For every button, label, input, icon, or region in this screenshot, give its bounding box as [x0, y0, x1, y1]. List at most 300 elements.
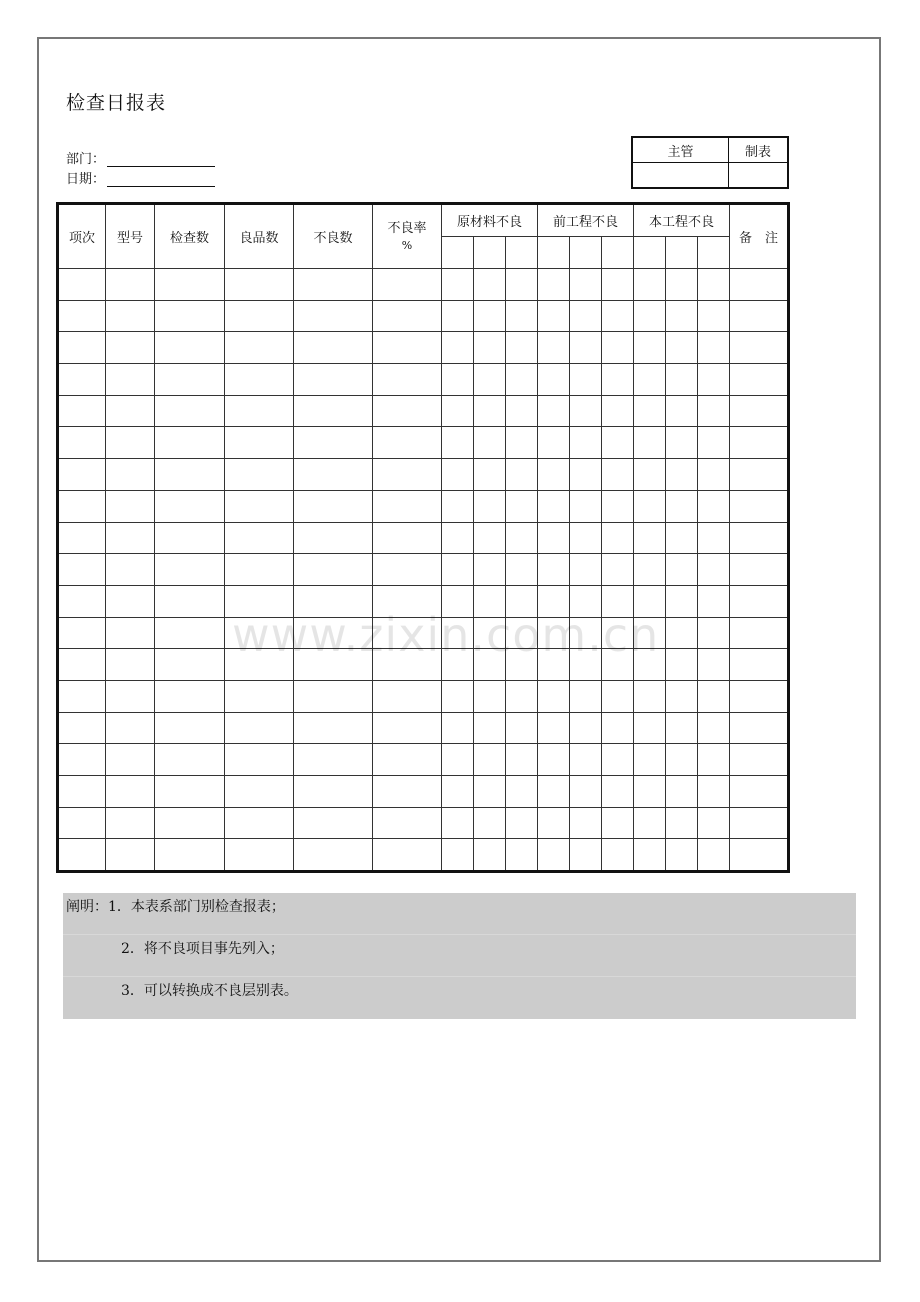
model-cell[interactable] — [106, 839, 155, 872]
good-qty-cell[interactable] — [225, 776, 294, 808]
current-process-3-cell[interactable] — [698, 649, 730, 681]
raw-material-2-cell[interactable] — [474, 744, 506, 776]
model-cell[interactable] — [106, 554, 155, 586]
defect-rate-cell[interactable] — [373, 776, 442, 808]
good-qty-cell[interactable] — [225, 269, 294, 301]
defect-subcategory-header[interactable] — [442, 237, 474, 269]
good-qty-cell[interactable] — [225, 427, 294, 459]
previous-process-1-cell[interactable] — [538, 522, 570, 554]
previous-process-1-cell[interactable] — [538, 395, 570, 427]
current-process-2-cell[interactable] — [666, 300, 698, 332]
raw-material-3-cell[interactable] — [506, 300, 538, 332]
item-no-cell[interactable] — [58, 300, 106, 332]
model-cell[interactable] — [106, 269, 155, 301]
current-process-2-cell[interactable] — [666, 554, 698, 586]
previous-process-1-cell[interactable] — [538, 585, 570, 617]
defect-subcategory-header[interactable] — [698, 237, 730, 269]
department-blank[interactable] — [107, 152, 215, 167]
current-process-3-cell[interactable] — [698, 744, 730, 776]
defect-qty-cell[interactable] — [294, 332, 373, 364]
remarks-cell[interactable] — [730, 395, 789, 427]
supervisor-signature-cell[interactable] — [632, 163, 729, 189]
defect-rate-cell[interactable] — [373, 712, 442, 744]
good-qty-cell[interactable] — [225, 395, 294, 427]
model-cell[interactable] — [106, 744, 155, 776]
inspected-qty-cell[interactable] — [155, 585, 225, 617]
previous-process-2-cell[interactable] — [570, 807, 602, 839]
raw-material-2-cell[interactable] — [474, 332, 506, 364]
defect-rate-cell[interactable] — [373, 649, 442, 681]
previous-process-2-cell[interactable] — [570, 427, 602, 459]
defect-rate-cell[interactable] — [373, 522, 442, 554]
item-no-cell[interactable] — [58, 554, 106, 586]
raw-material-3-cell[interactable] — [506, 585, 538, 617]
model-cell[interactable] — [106, 807, 155, 839]
defect-qty-cell[interactable] — [294, 395, 373, 427]
previous-process-2-cell[interactable] — [570, 585, 602, 617]
previous-process-3-cell[interactable] — [602, 585, 634, 617]
current-process-2-cell[interactable] — [666, 332, 698, 364]
remarks-cell[interactable] — [730, 744, 789, 776]
good-qty-cell[interactable] — [225, 839, 294, 872]
inspected-qty-cell[interactable] — [155, 490, 225, 522]
defect-qty-cell[interactable] — [294, 649, 373, 681]
previous-process-3-cell[interactable] — [602, 839, 634, 872]
good-qty-cell[interactable] — [225, 554, 294, 586]
raw-material-2-cell[interactable] — [474, 617, 506, 649]
defect-qty-cell[interactable] — [294, 839, 373, 872]
defect-rate-cell[interactable] — [373, 459, 442, 491]
current-process-2-cell[interactable] — [666, 269, 698, 301]
raw-material-1-cell[interactable] — [442, 744, 474, 776]
current-process-3-cell[interactable] — [698, 269, 730, 301]
current-process-2-cell[interactable] — [666, 839, 698, 872]
raw-material-1-cell[interactable] — [442, 554, 474, 586]
previous-process-3-cell[interactable] — [602, 395, 634, 427]
model-cell[interactable] — [106, 300, 155, 332]
good-qty-cell[interactable] — [225, 585, 294, 617]
previous-process-3-cell[interactable] — [602, 776, 634, 808]
raw-material-2-cell[interactable] — [474, 364, 506, 396]
raw-material-1-cell[interactable] — [442, 269, 474, 301]
defect-qty-cell[interactable] — [294, 680, 373, 712]
raw-material-2-cell[interactable] — [474, 459, 506, 491]
inspected-qty-cell[interactable] — [155, 776, 225, 808]
model-cell[interactable] — [106, 490, 155, 522]
current-process-3-cell[interactable] — [698, 554, 730, 586]
current-process-2-cell[interactable] — [666, 427, 698, 459]
good-qty-cell[interactable] — [225, 712, 294, 744]
current-process-1-cell[interactable] — [634, 712, 666, 744]
previous-process-1-cell[interactable] — [538, 427, 570, 459]
remarks-cell[interactable] — [730, 364, 789, 396]
raw-material-3-cell[interactable] — [506, 839, 538, 872]
current-process-3-cell[interactable] — [698, 807, 730, 839]
model-cell[interactable] — [106, 776, 155, 808]
good-qty-cell[interactable] — [225, 680, 294, 712]
defect-qty-cell[interactable] — [294, 427, 373, 459]
previous-process-3-cell[interactable] — [602, 807, 634, 839]
previous-process-2-cell[interactable] — [570, 617, 602, 649]
inspected-qty-cell[interactable] — [155, 395, 225, 427]
previous-process-1-cell[interactable] — [538, 649, 570, 681]
item-no-cell[interactable] — [58, 712, 106, 744]
raw-material-2-cell[interactable] — [474, 585, 506, 617]
previous-process-2-cell[interactable] — [570, 300, 602, 332]
previous-process-2-cell[interactable] — [570, 522, 602, 554]
raw-material-2-cell[interactable] — [474, 680, 506, 712]
good-qty-cell[interactable] — [225, 744, 294, 776]
current-process-3-cell[interactable] — [698, 459, 730, 491]
raw-material-3-cell[interactable] — [506, 680, 538, 712]
raw-material-3-cell[interactable] — [506, 490, 538, 522]
raw-material-1-cell[interactable] — [442, 300, 474, 332]
current-process-2-cell[interactable] — [666, 617, 698, 649]
date-blank[interactable] — [107, 172, 215, 187]
good-qty-cell[interactable] — [225, 522, 294, 554]
defect-qty-cell[interactable] — [294, 554, 373, 586]
inspected-qty-cell[interactable] — [155, 459, 225, 491]
raw-material-2-cell[interactable] — [474, 395, 506, 427]
current-process-1-cell[interactable] — [634, 649, 666, 681]
previous-process-3-cell[interactable] — [602, 459, 634, 491]
remarks-cell[interactable] — [730, 839, 789, 872]
previous-process-2-cell[interactable] — [570, 395, 602, 427]
previous-process-3-cell[interactable] — [602, 680, 634, 712]
current-process-1-cell[interactable] — [634, 807, 666, 839]
raw-material-1-cell[interactable] — [442, 776, 474, 808]
inspected-qty-cell[interactable] — [155, 744, 225, 776]
remarks-cell[interactable] — [730, 332, 789, 364]
item-no-cell[interactable] — [58, 459, 106, 491]
previous-process-1-cell[interactable] — [538, 712, 570, 744]
remarks-cell[interactable] — [730, 300, 789, 332]
item-no-cell[interactable] — [58, 364, 106, 396]
inspected-qty-cell[interactable] — [155, 300, 225, 332]
defect-qty-cell[interactable] — [294, 744, 373, 776]
defect-rate-cell[interactable] — [373, 395, 442, 427]
previous-process-2-cell[interactable] — [570, 269, 602, 301]
model-cell[interactable] — [106, 395, 155, 427]
remarks-cell[interactable] — [730, 554, 789, 586]
defect-qty-cell[interactable] — [294, 522, 373, 554]
previous-process-2-cell[interactable] — [570, 459, 602, 491]
current-process-2-cell[interactable] — [666, 744, 698, 776]
current-process-3-cell[interactable] — [698, 776, 730, 808]
item-no-cell[interactable] — [58, 617, 106, 649]
defect-rate-cell[interactable] — [373, 300, 442, 332]
previous-process-3-cell[interactable] — [602, 744, 634, 776]
defect-qty-cell[interactable] — [294, 459, 373, 491]
current-process-1-cell[interactable] — [634, 427, 666, 459]
defect-subcategory-header[interactable] — [570, 237, 602, 269]
previous-process-3-cell[interactable] — [602, 649, 634, 681]
raw-material-1-cell[interactable] — [442, 364, 474, 396]
previous-process-2-cell[interactable] — [570, 554, 602, 586]
raw-material-1-cell[interactable] — [442, 522, 474, 554]
item-no-cell[interactable] — [58, 839, 106, 872]
good-qty-cell[interactable] — [225, 490, 294, 522]
defect-subcategory-header[interactable] — [602, 237, 634, 269]
raw-material-3-cell[interactable] — [506, 744, 538, 776]
remarks-cell[interactable] — [730, 617, 789, 649]
model-cell[interactable] — [106, 712, 155, 744]
current-process-3-cell[interactable] — [698, 364, 730, 396]
raw-material-2-cell[interactable] — [474, 522, 506, 554]
remarks-cell[interactable] — [730, 490, 789, 522]
raw-material-3-cell[interactable] — [506, 649, 538, 681]
raw-material-3-cell[interactable] — [506, 269, 538, 301]
defect-rate-cell[interactable] — [373, 744, 442, 776]
defect-rate-cell[interactable] — [373, 617, 442, 649]
previous-process-1-cell[interactable] — [538, 364, 570, 396]
remarks-cell[interactable] — [730, 427, 789, 459]
model-cell[interactable] — [106, 680, 155, 712]
inspected-qty-cell[interactable] — [155, 649, 225, 681]
remarks-cell[interactable] — [730, 585, 789, 617]
inspected-qty-cell[interactable] — [155, 617, 225, 649]
current-process-3-cell[interactable] — [698, 839, 730, 872]
inspected-qty-cell[interactable] — [155, 554, 225, 586]
current-process-3-cell[interactable] — [698, 332, 730, 364]
raw-material-1-cell[interactable] — [442, 459, 474, 491]
defect-rate-cell[interactable] — [373, 364, 442, 396]
model-cell[interactable] — [106, 585, 155, 617]
current-process-1-cell[interactable] — [634, 522, 666, 554]
current-process-1-cell[interactable] — [634, 617, 666, 649]
inspected-qty-cell[interactable] — [155, 712, 225, 744]
raw-material-3-cell[interactable] — [506, 554, 538, 586]
raw-material-1-cell[interactable] — [442, 712, 474, 744]
raw-material-3-cell[interactable] — [506, 617, 538, 649]
inspected-qty-cell[interactable] — [155, 427, 225, 459]
item-no-cell[interactable] — [58, 269, 106, 301]
good-qty-cell[interactable] — [225, 617, 294, 649]
current-process-1-cell[interactable] — [634, 744, 666, 776]
model-cell[interactable] — [106, 617, 155, 649]
defect-qty-cell[interactable] — [294, 807, 373, 839]
item-no-cell[interactable] — [58, 807, 106, 839]
previous-process-3-cell[interactable] — [602, 332, 634, 364]
defect-subcategory-header[interactable] — [506, 237, 538, 269]
defect-qty-cell[interactable] — [294, 712, 373, 744]
previous-process-2-cell[interactable] — [570, 839, 602, 872]
current-process-2-cell[interactable] — [666, 459, 698, 491]
previous-process-1-cell[interactable] — [538, 490, 570, 522]
current-process-1-cell[interactable] — [634, 680, 666, 712]
current-process-1-cell[interactable] — [634, 364, 666, 396]
previous-process-3-cell[interactable] — [602, 554, 634, 586]
previous-process-1-cell[interactable] — [538, 300, 570, 332]
previous-process-1-cell[interactable] — [538, 744, 570, 776]
raw-material-3-cell[interactable] — [506, 364, 538, 396]
defect-rate-cell[interactable] — [373, 554, 442, 586]
item-no-cell[interactable] — [58, 490, 106, 522]
remarks-cell[interactable] — [730, 807, 789, 839]
remarks-cell[interactable] — [730, 459, 789, 491]
current-process-1-cell[interactable] — [634, 269, 666, 301]
current-process-2-cell[interactable] — [666, 522, 698, 554]
previous-process-1-cell[interactable] — [538, 839, 570, 872]
raw-material-2-cell[interactable] — [474, 807, 506, 839]
inspected-qty-cell[interactable] — [155, 807, 225, 839]
item-no-cell[interactable] — [58, 776, 106, 808]
raw-material-1-cell[interactable] — [442, 490, 474, 522]
current-process-3-cell[interactable] — [698, 617, 730, 649]
remarks-cell[interactable] — [730, 776, 789, 808]
current-process-3-cell[interactable] — [698, 712, 730, 744]
defect-qty-cell[interactable] — [294, 617, 373, 649]
item-no-cell[interactable] — [58, 680, 106, 712]
model-cell[interactable] — [106, 459, 155, 491]
previous-process-3-cell[interactable] — [602, 427, 634, 459]
model-cell[interactable] — [106, 364, 155, 396]
current-process-2-cell[interactable] — [666, 395, 698, 427]
previous-process-3-cell[interactable] — [602, 364, 634, 396]
defect-subcategory-header[interactable] — [634, 237, 666, 269]
previous-process-2-cell[interactable] — [570, 776, 602, 808]
defect-qty-cell[interactable] — [294, 776, 373, 808]
current-process-3-cell[interactable] — [698, 585, 730, 617]
inspected-qty-cell[interactable] — [155, 839, 225, 872]
raw-material-2-cell[interactable] — [474, 554, 506, 586]
current-process-1-cell[interactable] — [634, 459, 666, 491]
previous-process-2-cell[interactable] — [570, 649, 602, 681]
inspected-qty-cell[interactable] — [155, 522, 225, 554]
remarks-cell[interactable] — [730, 680, 789, 712]
previous-process-1-cell[interactable] — [538, 776, 570, 808]
raw-material-1-cell[interactable] — [442, 585, 474, 617]
defect-rate-cell[interactable] — [373, 490, 442, 522]
current-process-2-cell[interactable] — [666, 712, 698, 744]
item-no-cell[interactable] — [58, 332, 106, 364]
current-process-1-cell[interactable] — [634, 585, 666, 617]
raw-material-3-cell[interactable] — [506, 427, 538, 459]
current-process-2-cell[interactable] — [666, 364, 698, 396]
previous-process-3-cell[interactable] — [602, 490, 634, 522]
raw-material-1-cell[interactable] — [442, 649, 474, 681]
raw-material-3-cell[interactable] — [506, 776, 538, 808]
raw-material-1-cell[interactable] — [442, 839, 474, 872]
raw-material-3-cell[interactable] — [506, 332, 538, 364]
raw-material-3-cell[interactable] — [506, 395, 538, 427]
raw-material-2-cell[interactable] — [474, 490, 506, 522]
inspected-qty-cell[interactable] — [155, 680, 225, 712]
defect-rate-cell[interactable] — [373, 839, 442, 872]
item-no-cell[interactable] — [58, 395, 106, 427]
current-process-3-cell[interactable] — [698, 680, 730, 712]
previous-process-1-cell[interactable] — [538, 680, 570, 712]
previous-process-2-cell[interactable] — [570, 332, 602, 364]
defect-subcategory-header[interactable] — [666, 237, 698, 269]
previous-process-2-cell[interactable] — [570, 680, 602, 712]
previous-process-1-cell[interactable] — [538, 807, 570, 839]
good-qty-cell[interactable] — [225, 649, 294, 681]
current-process-3-cell[interactable] — [698, 490, 730, 522]
current-process-2-cell[interactable] — [666, 776, 698, 808]
previous-process-3-cell[interactable] — [602, 712, 634, 744]
raw-material-2-cell[interactable] — [474, 776, 506, 808]
current-process-2-cell[interactable] — [666, 490, 698, 522]
defect-rate-cell[interactable] — [373, 427, 442, 459]
defect-qty-cell[interactable] — [294, 269, 373, 301]
defect-qty-cell[interactable] — [294, 300, 373, 332]
current-process-2-cell[interactable] — [666, 680, 698, 712]
defect-rate-cell[interactable] — [373, 332, 442, 364]
remarks-cell[interactable] — [730, 522, 789, 554]
item-no-cell[interactable] — [58, 522, 106, 554]
raw-material-3-cell[interactable] — [506, 522, 538, 554]
current-process-3-cell[interactable] — [698, 427, 730, 459]
remarks-cell[interactable] — [730, 649, 789, 681]
raw-material-1-cell[interactable] — [442, 395, 474, 427]
remarks-cell[interactable] — [730, 712, 789, 744]
item-no-cell[interactable] — [58, 649, 106, 681]
previous-process-2-cell[interactable] — [570, 364, 602, 396]
previous-process-1-cell[interactable] — [538, 332, 570, 364]
previous-process-2-cell[interactable] — [570, 490, 602, 522]
current-process-2-cell[interactable] — [666, 807, 698, 839]
model-cell[interactable] — [106, 332, 155, 364]
previous-process-3-cell[interactable] — [602, 300, 634, 332]
current-process-2-cell[interactable] — [666, 649, 698, 681]
raw-material-2-cell[interactable] — [474, 712, 506, 744]
raw-material-3-cell[interactable] — [506, 712, 538, 744]
previous-process-1-cell[interactable] — [538, 617, 570, 649]
defect-qty-cell[interactable] — [294, 585, 373, 617]
previous-process-3-cell[interactable] — [602, 617, 634, 649]
inspected-qty-cell[interactable] — [155, 269, 225, 301]
item-no-cell[interactable] — [58, 585, 106, 617]
current-process-3-cell[interactable] — [698, 522, 730, 554]
raw-material-2-cell[interactable] — [474, 269, 506, 301]
raw-material-2-cell[interactable] — [474, 427, 506, 459]
raw-material-2-cell[interactable] — [474, 839, 506, 872]
previous-process-3-cell[interactable] — [602, 269, 634, 301]
defect-qty-cell[interactable] — [294, 490, 373, 522]
defect-qty-cell[interactable] — [294, 364, 373, 396]
current-process-1-cell[interactable] — [634, 554, 666, 586]
good-qty-cell[interactable] — [225, 807, 294, 839]
defect-rate-cell[interactable] — [373, 585, 442, 617]
previous-process-1-cell[interactable] — [538, 554, 570, 586]
model-cell[interactable] — [106, 427, 155, 459]
raw-material-1-cell[interactable] — [442, 332, 474, 364]
current-process-3-cell[interactable] — [698, 300, 730, 332]
defect-rate-cell[interactable] — [373, 807, 442, 839]
good-qty-cell[interactable] — [225, 364, 294, 396]
prepared-by-signature-cell[interactable] — [729, 163, 789, 189]
previous-process-1-cell[interactable] — [538, 459, 570, 491]
good-qty-cell[interactable] — [225, 332, 294, 364]
inspected-qty-cell[interactable] — [155, 332, 225, 364]
raw-material-1-cell[interactable] — [442, 427, 474, 459]
previous-process-2-cell[interactable] — [570, 712, 602, 744]
raw-material-1-cell[interactable] — [442, 617, 474, 649]
current-process-2-cell[interactable] — [666, 585, 698, 617]
current-process-1-cell[interactable] — [634, 395, 666, 427]
raw-material-2-cell[interactable] — [474, 300, 506, 332]
defect-rate-cell[interactable] — [373, 269, 442, 301]
model-cell[interactable] — [106, 649, 155, 681]
defect-subcategory-header[interactable] — [538, 237, 570, 269]
remarks-cell[interactable] — [730, 269, 789, 301]
item-no-cell[interactable] — [58, 427, 106, 459]
raw-material-3-cell[interactable] — [506, 459, 538, 491]
good-qty-cell[interactable] — [225, 300, 294, 332]
current-process-1-cell[interactable] — [634, 332, 666, 364]
raw-material-1-cell[interactable] — [442, 807, 474, 839]
